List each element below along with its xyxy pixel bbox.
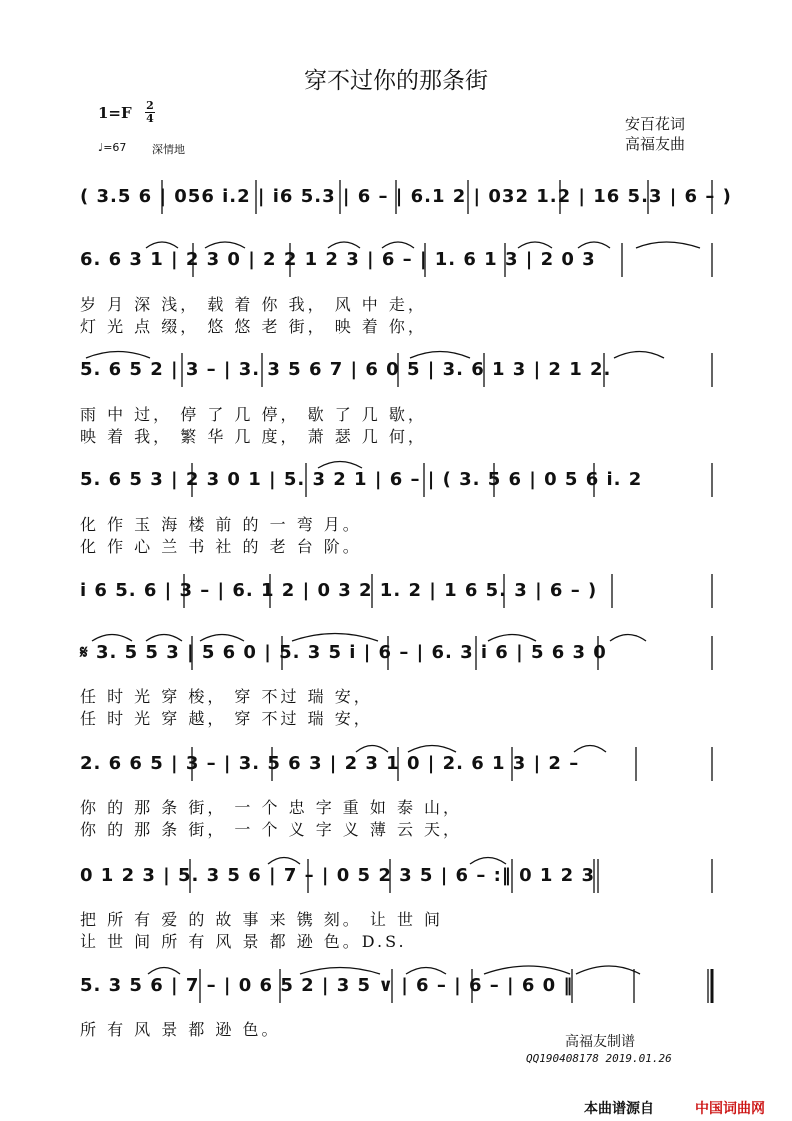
lyric-verse-2: 让 世 间 所 有 风 景 都 逊 色。D.S. bbox=[80, 932, 407, 951]
source-label: 本曲谱源自 bbox=[584, 1101, 654, 1117]
notation-maker-credit: 高福友制谱 bbox=[565, 1034, 635, 1050]
lyric-verse-1: 把 所 有 爱 的 故 事 来 镌 刻。 让 世 间 bbox=[80, 910, 444, 929]
lyric-verse-1: 所 有 风 景 都 逊 色。 bbox=[80, 1020, 281, 1039]
expression-marking: 深情地 bbox=[152, 143, 185, 156]
lyric-verse-1: 任 时 光 穿 梭， 穿 不过 瑞 安， bbox=[80, 687, 373, 706]
lyric-verse-2: 灯 光 点 缀， 悠 悠 老 街， 映 着 你， bbox=[80, 317, 427, 336]
contact-and-date: QQ190408178 2019.01.26 bbox=[526, 1052, 672, 1065]
time-signature-top: 2 bbox=[146, 99, 154, 112]
tempo-marking: ♩=67 bbox=[98, 141, 127, 154]
lyric-verse-2: 任 时 光 穿 越， 穿 不过 瑞 安， bbox=[80, 709, 373, 728]
notation-line-5: i 6 5. 6 | 3 – | 6. 1 2 | 0 3 2 1. 2 | 1 6 5. 3 | 6 – ) bbox=[80, 580, 598, 601]
notation-line-8: 0 1 2 3 | 5. 3 5 6 | 7 – | 0 5 2 3 5 | 6 – :‖ 0 1 2 3 bbox=[80, 865, 595, 886]
lyric-verse-2: 你 的 那 条 街， 一 个 义 字 义 薄 云 天， bbox=[80, 820, 463, 839]
notation-line-2: 6. 6 3 1 | 2 3 0 | 2 2 1 2 3 | 6 – | 1. 6 1 3 | 2 0 3 bbox=[80, 249, 596, 270]
lyric-verse-1: 雨 中 过， 停 了 几 停， 歇 了 几 歇， bbox=[80, 405, 427, 424]
notation-line-3: 5. 6 5 2 | 3 – | 3. 3 5 6 7 | 6 0 5 | 3. 6 1 3 | 2 1 2. bbox=[80, 359, 612, 380]
lyric-verse-2: 映 着 我， 繁 华 几 度， 萧 瑟 几 何， bbox=[80, 427, 427, 446]
lyricist-credit: 安百花词 bbox=[625, 115, 686, 133]
time-signature-bottom: 4 bbox=[146, 112, 154, 125]
song-title: 穿不过你的那条街 bbox=[304, 68, 488, 94]
source-site-link[interactable]: 中国词曲网 bbox=[695, 1101, 765, 1117]
notation-line-7: 2. 6 6 5 | 3 – | 3. 5 6 3 | 2 3 1 0 | 2. 6 1 3 | 2 – bbox=[80, 753, 580, 774]
time-signature bbox=[145, 100, 155, 125]
notation-line-6: 𝄋 3. 5 5 3 | 5 6 0 | 5. 3 5 i | 6 – | 6. 3 i 6 | 5 6 3 0 bbox=[80, 642, 607, 663]
lyric-verse-2: 化 作 心 兰 书 社 的 老 台 阶。 bbox=[80, 537, 362, 556]
composer-credit: 高福友曲 bbox=[625, 135, 686, 153]
lyric-verse-1: 岁 月 深 浅， 载 着 你 我， 风 中 走， bbox=[80, 295, 427, 314]
lyric-verse-1: 化 作 玉 海 楼 前 的 一 弯 月。 bbox=[80, 515, 362, 534]
notation-line-1: ( 3.5 6 | 056 i.2 | i6 5.3 | 6 – | 6.1 2 | 032 1.2 | 16 5.3 | 6 – ) bbox=[80, 186, 732, 207]
notation-line-4: 5. 6 5 3 | 2 3 0 1 | 5. 3 2 1 | 6 – | ( 3. 5 6 | 0 5 6 i. 2 bbox=[80, 469, 643, 490]
notation-line-9: 5. 3 5 6 | 7 – | 0 6 5 2 | 3 5 ∨ | 6 – | 6 – | 6 0 ‖ bbox=[80, 975, 574, 996]
key-signature: 1=F bbox=[98, 104, 132, 122]
lyric-verse-1: 你 的 那 条 街， 一 个 忠 字 重 如 泰 山， bbox=[80, 798, 463, 817]
